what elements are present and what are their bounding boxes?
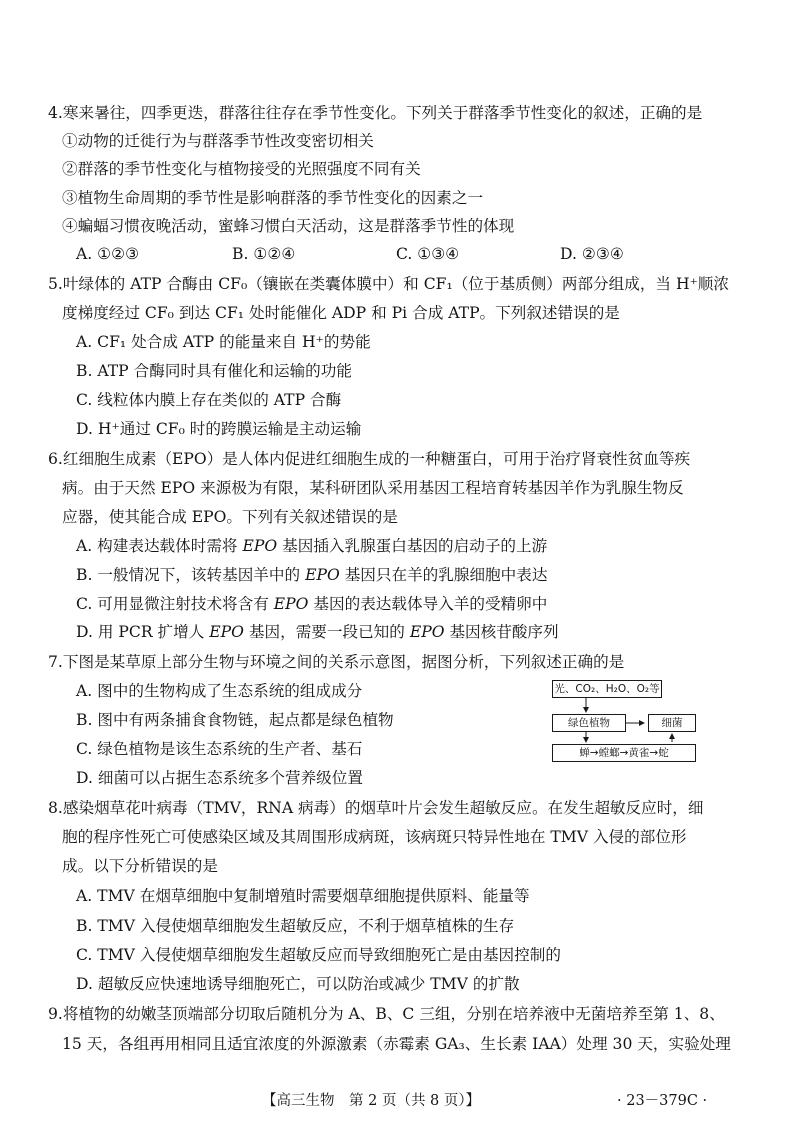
q4-item-2: ②群落的季节性变化与植物接受的光照强度不同有关 xyxy=(62,160,421,178)
q4-option-c: C. ①③④ xyxy=(396,245,460,263)
q5-option-a: A. CF₁ 处合成 ATP 的能量来自 H⁺的势能 xyxy=(76,333,371,351)
q5-option-d: D. H⁺通过 CF₀ 时的跨膜运输是主动运输 xyxy=(76,420,362,438)
food-chain-box: 蝉→螳螂→黄雀→蛇 xyxy=(552,744,696,762)
q6-option-c: C. 可用显微注射技术将含有 EPO 基因的表达载体导入羊的受精卵中 xyxy=(76,595,548,613)
q7-option-d: D. 细菌可以占据生态系统多个营养级位置 xyxy=(76,769,363,787)
q8-option-d: D. 超敏反应快速地诱导细胞死亡，可以防治或减少 TMV 的扩散 xyxy=(76,975,520,993)
ecosystem-diagram xyxy=(548,678,700,766)
q4-option-a: A. ①②③ xyxy=(76,245,140,263)
q6-stem-line1: 6.红细胞生成素（EPO）是人体内促进红细胞生成的一种糖蛋白，可用于治疗肾衰性贫血等疾 xyxy=(48,450,691,468)
gene-name: EPO xyxy=(273,595,309,613)
q5-option-b: B. ATP 合酶同时具有催化和运输的功能 xyxy=(76,362,352,380)
q6-option-b: B. 一般情况下，该转基因羊中的 EPO 基因只在羊的乳腺细胞中表达 xyxy=(76,566,548,584)
environment-box: 光、CO₂、H₂O、O₂等 xyxy=(552,680,662,698)
q4-option-b: B. ①②④ xyxy=(232,245,296,263)
q4-stem: 4.寒来暑往，四季更迭，群落往往存在季节性变化。下列关于群落季节性变化的叙述，正确的是 xyxy=(48,104,703,122)
q8-stem-line2: 胞的程序性死亡可使感染区域及其周围形成病斑，该病斑只特异性地在 TMV 入侵的部位形 xyxy=(62,828,687,846)
q7-option-b: B. 图中有两条捕食食物链，起点都是绿色植物 xyxy=(76,711,394,729)
gene-name: EPO xyxy=(305,566,340,584)
q8-option-c: C. TMV 入侵使烟草细胞发生超敏反应而导致细胞死亡是由基因控制的 xyxy=(76,946,561,964)
q9-stem-line1: 9.将植物的幼嫩茎顶端部分切取后随机分为 A、B、C 三组，分别在培养液中无菌培养至第 1、8、 xyxy=(48,1005,725,1023)
q4-item-3: ③植物生命周期的季节性是影响群落的季节性变化的因素之一 xyxy=(62,189,484,207)
q5-stem-line1: 5.叶绿体的 ATP 合酶由 CF₀（镶嵌在类囊体膜中）和 CF₁（位于基质侧）两部分组成，当 H⁺顺浓 xyxy=(48,275,729,293)
q5-option-c: C. 线粒体内膜上存在类似的 ATP 合酶 xyxy=(76,391,342,409)
q4-option-d: D. ②③④ xyxy=(560,245,624,263)
q6-option-d: D. 用 PCR 扩增人 EPO 基因，需要一段已知的 EPO 基因核苷酸序列 xyxy=(76,623,559,641)
q8-stem-line3: 成。以下分析错误的是 xyxy=(62,857,218,875)
q7-option-c: C. 绿色植物是该生态系统的生产者、基石 xyxy=(76,740,363,758)
q8-option-a: A. TMV 在烟草细胞中复制增殖时需要烟草细胞提供原料、能量等 xyxy=(76,887,530,905)
gene-name: EPO xyxy=(409,623,445,641)
gene-name: EPO xyxy=(209,623,244,641)
q6-stem-line2: 病。由于天然 EPO 来源极为有限，某科研团队采用基因工程培育转基因羊作为乳腺生物反 xyxy=(62,479,684,497)
q7-option-a: A. 图中的生物构成了生态系统的组成成分 xyxy=(76,682,363,700)
q7-stem: 7.下图是某草原上部分生物与环境之间的关系示意图，据图分析，下列叙述正确的是 xyxy=(48,653,625,671)
q4-item-4: ④蝙蝠习惯夜晚活动，蜜蜂习惯白天活动，这是群落季节性的体现 xyxy=(62,217,515,235)
green-plant-box: 绿色植物 xyxy=(552,714,626,732)
q6-option-a: A. 构建表达载体时需将 EPO 基因插入乳腺蛋白基因的启动子的上游 xyxy=(76,537,548,555)
bacteria-box: 细菌 xyxy=(648,714,696,732)
q6-stem-line3: 应器，使其能合成 EPO。下列有关叙述错误的是 xyxy=(62,508,398,526)
exam-code: · 23－379C · xyxy=(617,1093,708,1109)
q8-option-b: B. TMV 入侵使烟草细胞发生超敏反应，不利于烟草植株的生存 xyxy=(76,917,515,935)
q8-stem-line1: 8.感染烟草花叶病毒（TMV，RNA 病毒）的烟草叶片会发生超敏反应。在发生超敏反应时，细 xyxy=(48,799,704,817)
q5-stem-line2: 度梯度经过 CF₀ 到达 CF₁ 处时能催化 ADP 和 Pi 合成 ATP。下列叙述错误的是 xyxy=(62,304,620,322)
page-footer-label: 【高三生物 第 2 页（共 8 页）】 xyxy=(262,1093,481,1109)
q9-stem-line2: 15 天，各组再用相同且适宜浓度的外源激素（赤霉素 GA₃、生长素 IAA）处理 30 天，实验处理 xyxy=(62,1035,731,1053)
gene-name: EPO xyxy=(242,537,278,555)
q4-item-1: ①动物的迁徙行为与群落季节性改变密切相关 xyxy=(62,132,374,150)
